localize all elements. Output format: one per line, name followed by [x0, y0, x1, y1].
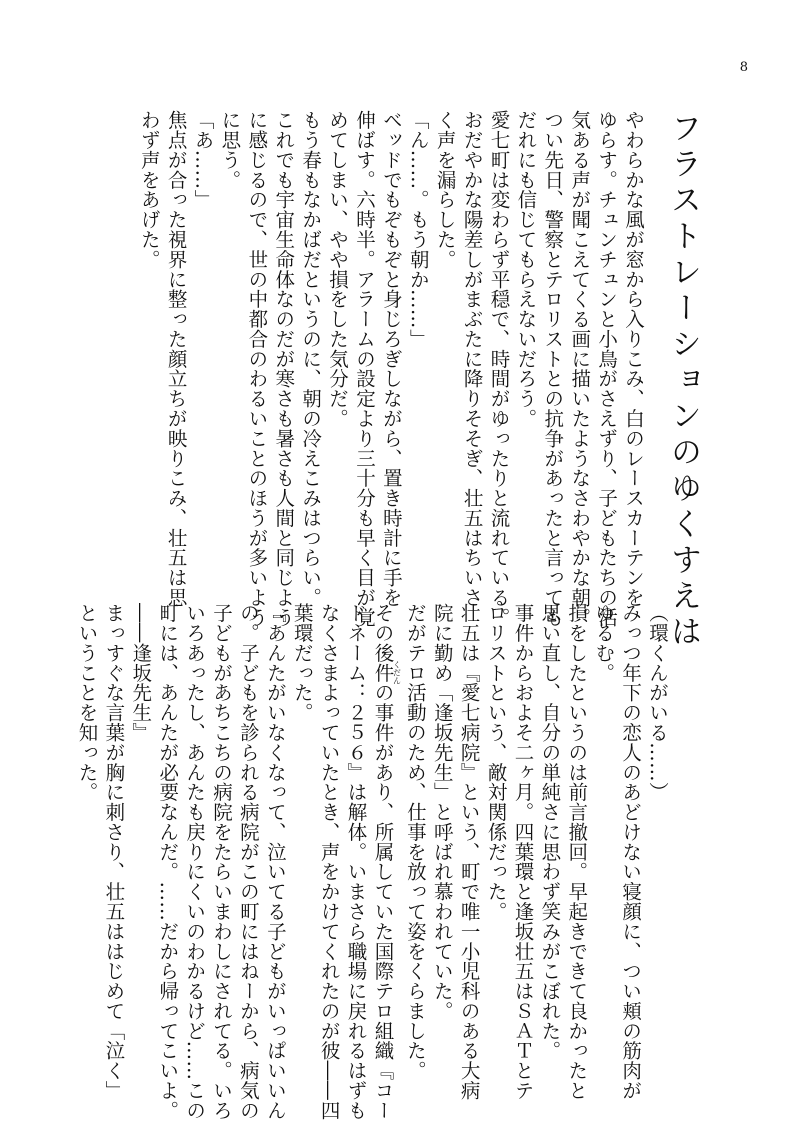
text-line: 葉環だった。 [290, 603, 314, 723]
text-line: ということを知った。 [75, 603, 99, 802]
text-line: ベッドでもぞもぞと身じろぎしながら、置き時計に手を [379, 110, 403, 608]
text-line: めてしまい、やや損をした気分だ。 [326, 110, 350, 429]
text-line: ゆるむ。 [592, 603, 616, 683]
text-line: みっつ年下の恋人のあどけない寝顔に、つい頬の筋肉が [619, 603, 643, 1101]
text-line: なくさまよっていたとき、声をかけてくれたのが彼――四 [317, 603, 341, 1121]
text-line: わず声をあげた。 [137, 110, 161, 270]
text-line: まっすぐな言葉が胸に刺さり、壮五ははじめて「泣く」 [102, 603, 126, 1101]
text-line: に感じるので、世の中都合のわるいことのほうが多いよう [245, 110, 269, 628]
chapter-title: フラストレーションのゆくすえは [665, 112, 701, 652]
text-line: の。子どもを診られる病院がこの町にはねーから、病気の [236, 603, 260, 1121]
text-line: 院に勤め「逢坂先生」と呼ばれ慕われていた。 [430, 603, 454, 1021]
text-line: 伸ばす。六時半。アラームの設定より三十分も早く目が覚 [352, 110, 376, 628]
body-text-lower [75, 603, 670, 1121]
text-line: 損をしたというのは前言撤回。早起きできて良かったと [565, 603, 589, 1101]
text-line: に思う。 [218, 110, 242, 190]
text-line: 壮五は『愛七病院』という、町で唯一小児科のある大病 [457, 603, 481, 1101]
text-line: だがテロ活動のため、仕事を放って姿をくらました。 [403, 603, 427, 1081]
text-line: ――逢坂先生』 [129, 603, 153, 743]
body-text-upper [116, 110, 646, 628]
text-line: 「あ……」 [191, 110, 215, 210]
text-line: ドネーム：２５６』は解体。いまさら職場に戻れるはずも [344, 603, 368, 1121]
text-line: ゆらす。チュンチュンと小鳥がさえずり、子どもたちの活 [595, 110, 619, 628]
text-line: く声を漏らした。 [433, 110, 457, 270]
text-line: 「ん……。もう朝か……」 [406, 110, 430, 349]
text-line: もう春もなかばだというのに、朝の冷えこみはつらい。 [299, 110, 323, 608]
text-line: これでも宇宙生命体なのだが寒さも暑さも人間と同じよう [272, 110, 296, 628]
text-line: 町には、あんたが必要なんだ。……だから帰ってこいよ。 [156, 603, 180, 1121]
text-line: （環くんがいる……） [646, 603, 669, 802]
text-line: つい先日、警察とテロリストとの抗争があったと言っても [541, 110, 565, 628]
text-line: いろあったし、あんたも戻りにくいのわかるけど……この [183, 603, 207, 1121]
text-line: その後件くだんの事件があり、所属していた国際テロ組織『コー [371, 603, 402, 1121]
text-line: 思い直し、自分の単純さに思わず笑みがこぼれた。 [538, 603, 562, 1061]
text-line: 焦点が合った視界に整った顔立ちが映りこみ、壮五は思 [164, 110, 188, 608]
text-line: 『あんたがいなくなって、泣いてる子どもがいっぱいいん [263, 603, 287, 1121]
text-line: おだやかな陽差しがまぶたに降りそそぎ、壮五はちいさ [460, 110, 484, 608]
text-line: だれにも信じてもらえないだろう。 [514, 110, 538, 429]
text-line: 愛七町は変わらず平穏で、時間がゆったりと流れている。 [487, 110, 511, 628]
text-line: 子どもがあちこちの病院をたらいまわしにされてる。いろ [210, 603, 233, 1121]
text-line: ロリストという、敵対関係だった。 [484, 603, 508, 922]
page-number: 8 [739, 60, 748, 75]
text-line: 気ある声が聞こえてくる画に描いたようなさわやかな朝。 [568, 110, 592, 628]
text-line: やわらかな風が窓から入りこみ、白のレースカーテンを [622, 110, 645, 608]
text-line: 事件からおよそ二ヶ月。四葉環と逢坂壮五はＳＡＴとテ [511, 603, 535, 1101]
